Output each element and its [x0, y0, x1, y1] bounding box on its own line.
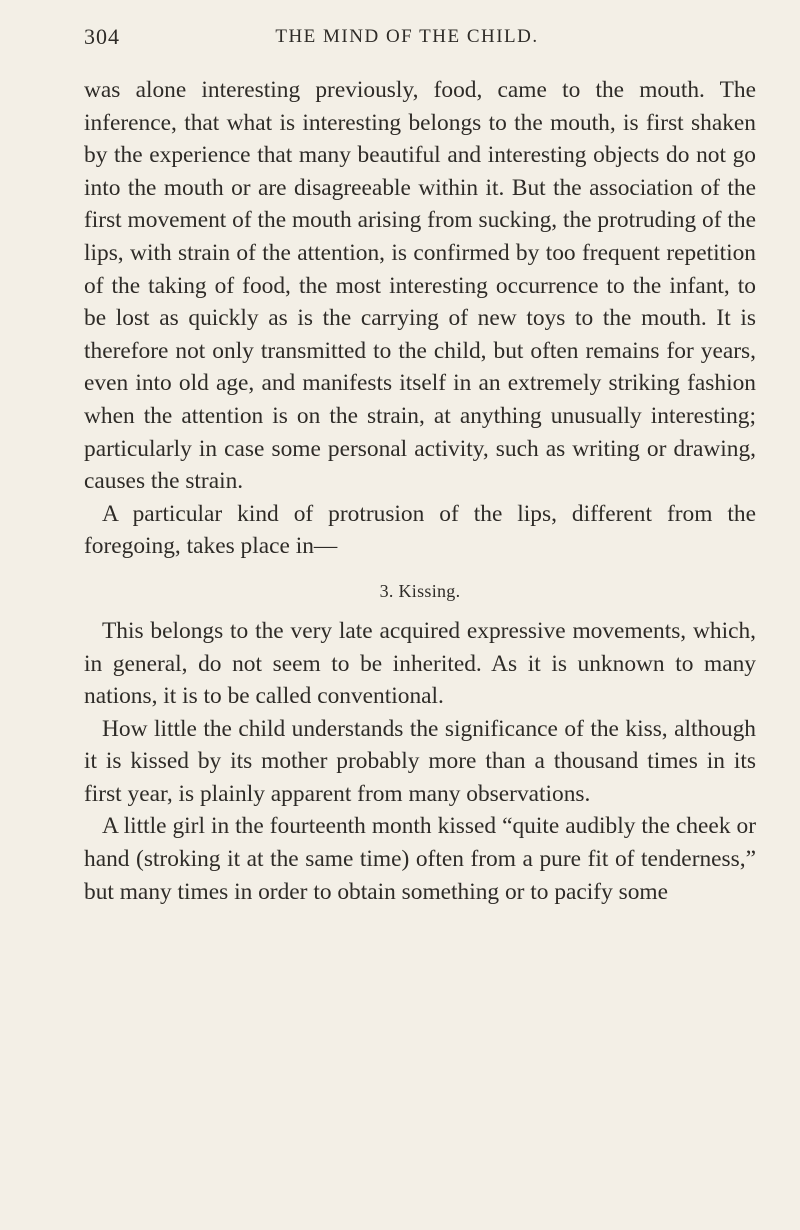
page-body [84, 74, 756, 908]
paragraph-little-girl: A little girl in the fourteenth month kissed “quite audibly the cheek or hand (stroking it at the same time) often from a pure fit of tenderness,” but many times in order to obtain something or to pacify some [84, 813, 756, 905]
paragraph-kissing-significance: How little the child understands the significance of the kiss, although it is kissed by its mother probably more than a thousand times in its first year, is plainly apparent from many observations. [84, 715, 756, 807]
paragraph-protrusion: A particular kind of protrusion of the lips, different from the foregoing, takes place in— [84, 500, 756, 560]
section-heading-kissing: 3. Kissing. [379, 580, 461, 601]
paragraph-continuation: was alone interesting previously, food, came to the mouth. The inference, that what is interesting belongs to the mouth, is first shaken by the experience that many beautiful and interesting objects do not go into the mouth or are disagreeable within it. But the association of the first movement of the mouth arising from sucking, the protruding of the lips, with strain of the attention, is confirmed by too frequent repetition of the taking of food, the most interesting occurrence to the infant, to be lost as quickly as is the carrying of new toys to the mouth. It is therefore not only transmitted to the child, but often remains for years, even into old age, and manifests itself in an extremely striking fashion when the attention is on the strain, at anything unusually interesting; particularly in case some personal activity, such as writing or drawing, causes the strain. [84, 77, 756, 495]
page-number: 304 [84, 24, 120, 49]
running-head: THE MIND OF THE CHILD. [275, 26, 539, 47]
page-header [84, 24, 760, 60]
paragraph-kissing-intro: This belongs to the very late acquired expressive movements, which, in general, do not seem to be inherited. As it is unknown to many nations, it is to be called conventional. [84, 617, 756, 710]
